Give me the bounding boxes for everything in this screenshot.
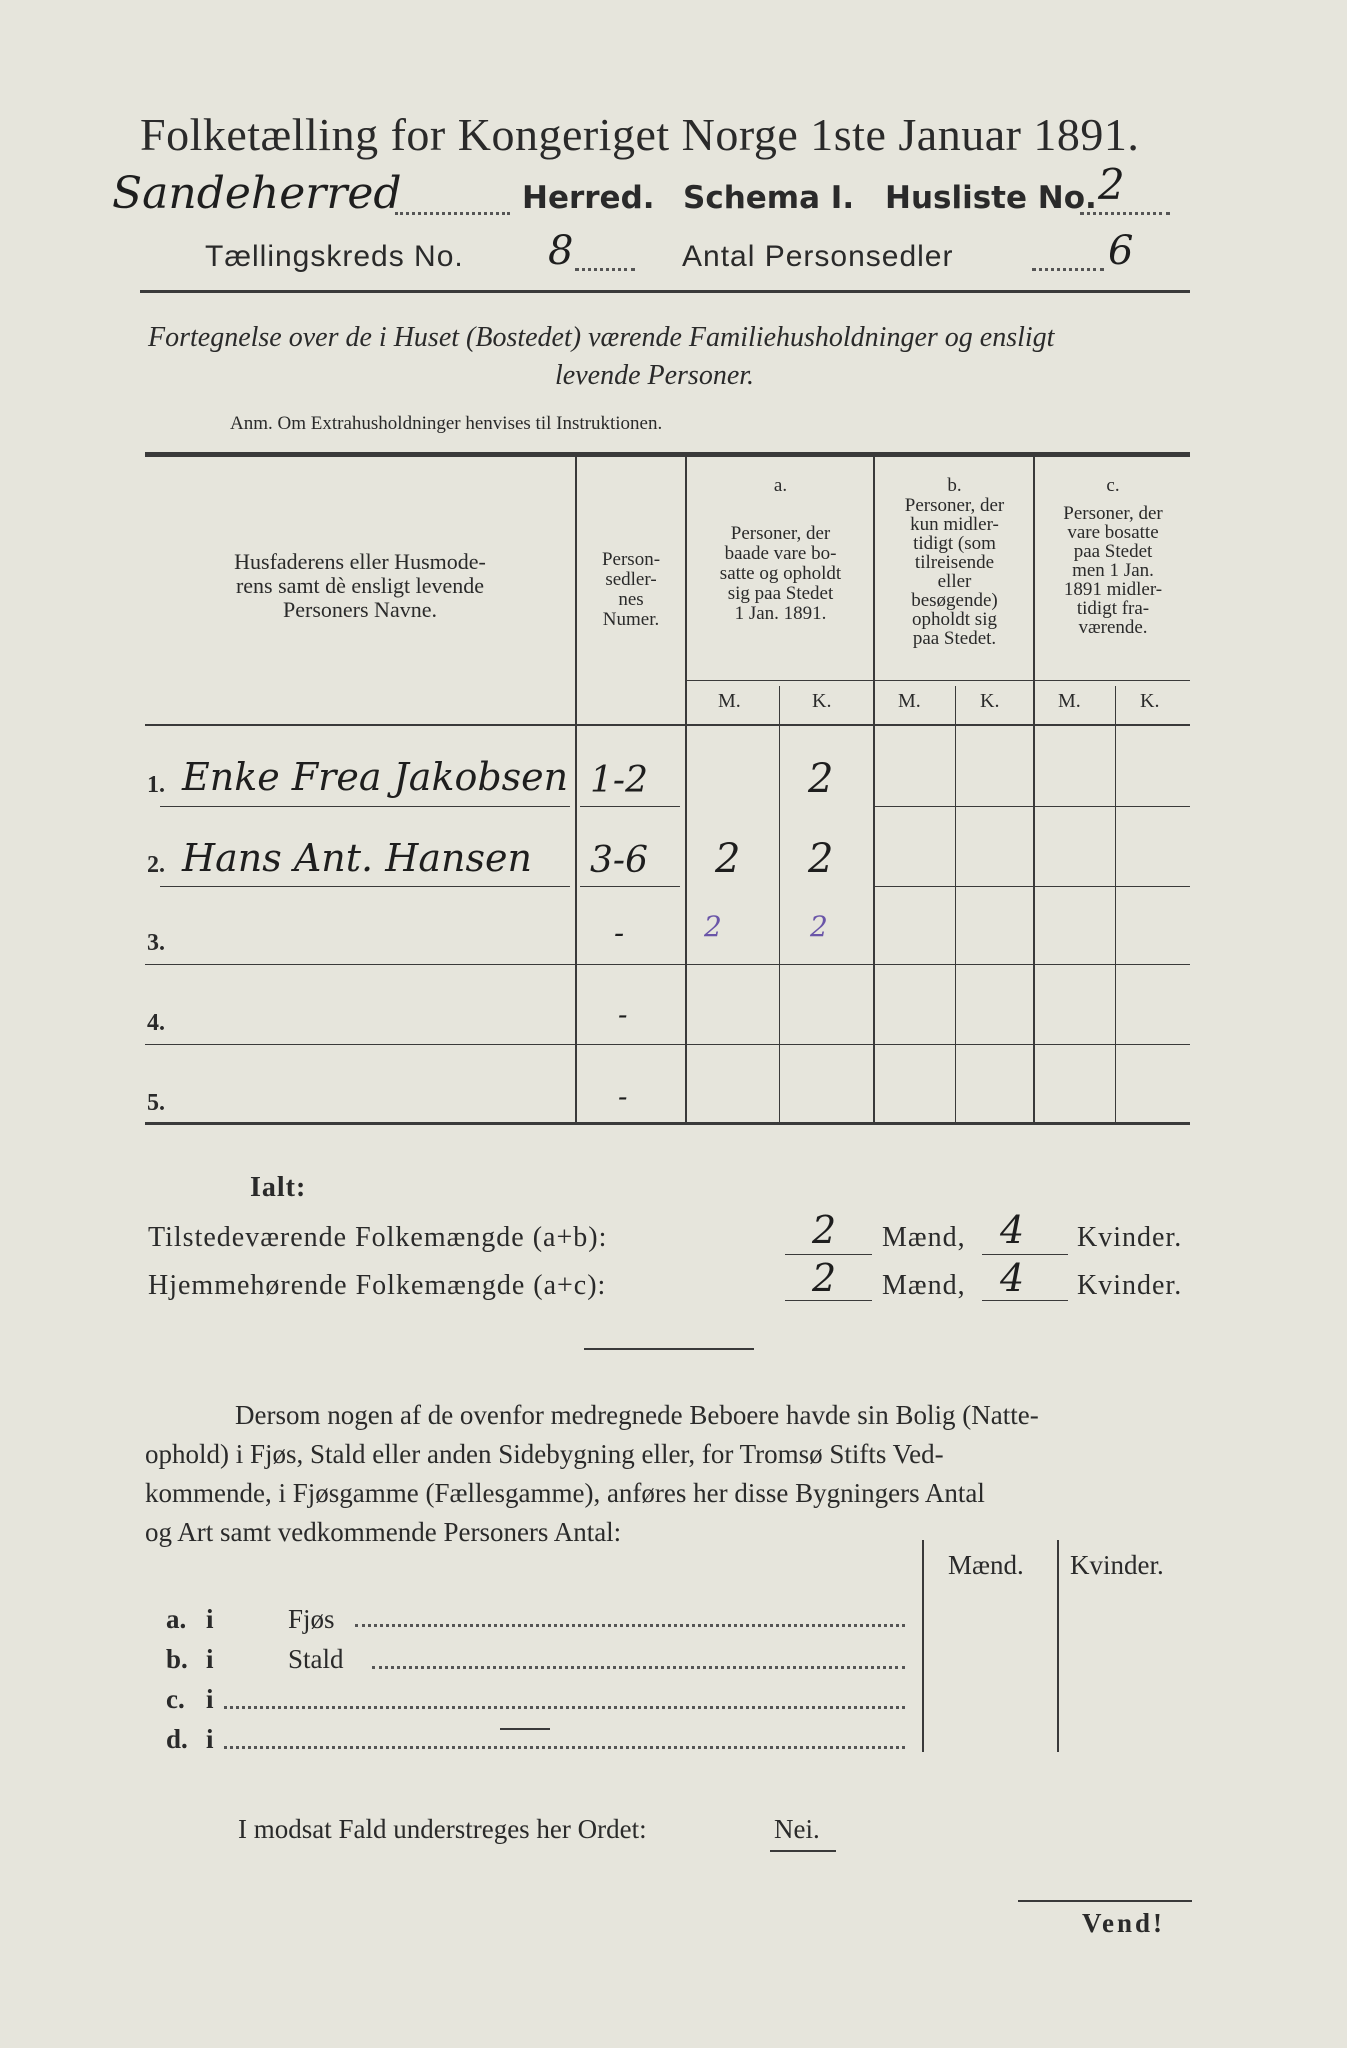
anm-note: Anm. Om Extrahusholdninger henvises til Instruktionen.: [230, 413, 663, 434]
col-line-b-mk: [955, 686, 956, 1122]
hjemme-maend-line: [785, 1300, 872, 1301]
b-m-label: M.: [898, 690, 921, 712]
col-line-1: [575, 457, 577, 1122]
row-line-2c: [875, 886, 1190, 887]
col-a-letter: a.: [773, 475, 788, 496]
row-1-a-k: 2: [808, 756, 834, 802]
col-c-header: Personer, der vare bosatte paa Stedet men 1 Jan. 1891 midler- tidigt fra- værende.: [1063, 503, 1163, 638]
intro-line2: levende Personer.: [555, 360, 755, 391]
col-c-letter: c.: [1106, 475, 1120, 496]
husliste-label: Husliste No.: [885, 180, 1097, 216]
row-line-3: [145, 964, 1190, 965]
hjemme-maend-label: Mænd,: [882, 1270, 966, 1301]
row-2-a-m: 2: [715, 836, 741, 882]
row-3-a-m: 2: [704, 910, 722, 943]
husliste-value: 2: [1098, 160, 1125, 209]
tilstede-maend-value: 2: [812, 1208, 837, 1252]
bldg-d-dots: [224, 1746, 905, 1749]
row-5-numer: -: [618, 1080, 628, 1113]
hjemme-kvinder-label: Kvinder.: [1077, 1270, 1183, 1301]
bldg-kvinder-header: Kvinder.: [1070, 1550, 1164, 1580]
col-b-letter: b.: [947, 475, 962, 496]
kreds-label: Tællingskreds No.: [205, 240, 464, 273]
intro-line1: Fortegnelse over de i Huset (Bostedet) værende Familiehusholdninger og ensligt: [148, 322, 1055, 353]
bldg-a-dots: [355, 1624, 905, 1627]
section-divider: [584, 1348, 754, 1350]
tilstede-maend-line: [785, 1254, 872, 1255]
mk-top-rule: [687, 680, 1190, 681]
row-line-1b: [580, 806, 680, 807]
bldg-a-label: Fjøs: [288, 1604, 335, 1634]
row-line-1c: [875, 806, 1190, 807]
bldg-maend-header: Mænd.: [948, 1550, 1024, 1580]
para-line4: og Art samt vedkommende Personers Antal:: [145, 1517, 622, 1547]
nei-underline: [770, 1850, 836, 1852]
row-3-num: 3.: [147, 930, 165, 956]
hjemme-kvinder-line: [982, 1300, 1068, 1301]
kreds-value: 8: [548, 228, 574, 274]
para-line1: Dersom nogen af de ovenfor medregnede Beboere havde sin Bolig (Natte-: [235, 1400, 1039, 1430]
col-line-2: [685, 457, 687, 1122]
antal-label: Antal Personsedler: [682, 240, 954, 273]
b-k-label: K.: [980, 690, 1000, 712]
modsat-label: I modsat Fald understreges her Ordet:: [238, 1814, 647, 1844]
header-rule: [140, 290, 1190, 293]
row-1-numer: 1-2: [590, 760, 648, 801]
c-m-label: M.: [1058, 690, 1081, 712]
antal-dots: [1032, 268, 1104, 271]
col-line-3: [873, 457, 875, 1122]
bldg-b-i: i: [206, 1644, 214, 1674]
schema-label: Schema I.: [683, 180, 855, 216]
a-k-label: K.: [812, 690, 832, 712]
row-4-numer: -: [618, 998, 628, 1031]
herred-dots: [395, 212, 510, 215]
col-b-header: Personer, der kun midler- tidigt (som tilreisende eller besøgende) opholdt sig paa Stedet.: [904, 495, 1005, 649]
row-line-2: [160, 886, 570, 887]
bldg-b-label: Stald: [288, 1644, 344, 1674]
bldg-c-letter: c.: [166, 1684, 185, 1714]
tilstede-kvinder-value: 4: [1000, 1208, 1025, 1252]
bldg-b-dots: [372, 1666, 905, 1669]
hjemme-kvinder-value: 4: [1000, 1256, 1025, 1300]
row-2-numer: 3-6: [590, 840, 648, 881]
ialt-label: Ialt:: [250, 1172, 307, 1203]
row-2-name: Hans Ant. Hansen: [182, 836, 532, 880]
col-line-a-mk: [779, 686, 780, 1122]
kreds-dots: [575, 268, 635, 271]
row-2-num: 2.: [147, 852, 165, 878]
row-3-a-k: 2: [810, 910, 828, 943]
bldg-d-letter: d.: [166, 1724, 188, 1754]
bldg-b-letter: b.: [166, 1644, 188, 1674]
herred-value: Sandeherred: [112, 168, 402, 219]
bldg-col-line-2: [1057, 1540, 1059, 1752]
col-line-c-mk: [1115, 686, 1116, 1122]
col-line-4: [1033, 457, 1035, 1122]
col-numer-header: Person- sedler- nes Numer.: [601, 549, 661, 630]
vend-rule: [1018, 1900, 1192, 1902]
bldg-c-dots: [224, 1706, 905, 1709]
nei-word: Nei.: [774, 1814, 820, 1844]
row-line-4: [145, 1044, 1190, 1045]
bldg-d-i: i: [206, 1724, 214, 1754]
table-bottom-rule: [145, 1122, 1190, 1125]
bldg-a-i: i: [206, 1604, 214, 1634]
vend-label: Vend!: [1082, 1908, 1166, 1938]
tilstede-label: Tilstedeværende Folkemængde (a+b):: [148, 1222, 608, 1253]
col-names-header: Husfaderens eller Husmode- rens samt dè ensligt levende Personers Navne.: [234, 549, 486, 622]
hjemme-label: Hjemmehørende Folkemængde (a+c):: [148, 1270, 607, 1301]
row-5-num: 5.: [147, 1090, 165, 1116]
form-title: Folketælling for Kongeriget Norge 1ste Januar 1891.: [140, 109, 1140, 160]
c-k-label: K.: [1140, 690, 1160, 712]
row-1-name: Enke Frea Jakobsen: [182, 755, 569, 799]
a-m-label: M.: [718, 690, 741, 712]
row-3-numer: -: [614, 916, 625, 951]
row-line-2b: [580, 886, 680, 887]
antal-value: 6: [1108, 228, 1134, 274]
hjemme-maend-value: 2: [812, 1256, 837, 1300]
para-line2: ophold) i Fjøs, Stald eller anden Sidebygning eller, for Tromsø Stifts Ved-: [145, 1439, 944, 1469]
row-line-1: [160, 806, 570, 807]
husliste-dots: [1080, 212, 1170, 215]
row-1-num: 1.: [147, 772, 165, 798]
tilstede-kvinder-label: Kvinder.: [1077, 1222, 1183, 1253]
bldg-a-letter: a.: [166, 1604, 187, 1634]
tilstede-kvinder-line: [982, 1254, 1068, 1255]
bldg-c-i: i: [206, 1684, 214, 1714]
col-a-header: Personer, der baade vare bo- satte og opholdt sig paa Stedet 1 Jan. 1891.: [719, 523, 842, 624]
row-2-a-k: 2: [808, 836, 834, 882]
row-4-num: 4.: [147, 1010, 165, 1036]
tilstede-maend-label: Mænd,: [882, 1222, 966, 1253]
herred-label: Herred.: [522, 180, 655, 216]
para-line3: kommende, i Fjøsgamme (Fællesgamme), anføres her disse Bygningers Antal: [145, 1478, 985, 1508]
bldg-d-dash-mark: [500, 1728, 550, 1730]
bldg-col-line-1: [922, 1540, 924, 1752]
